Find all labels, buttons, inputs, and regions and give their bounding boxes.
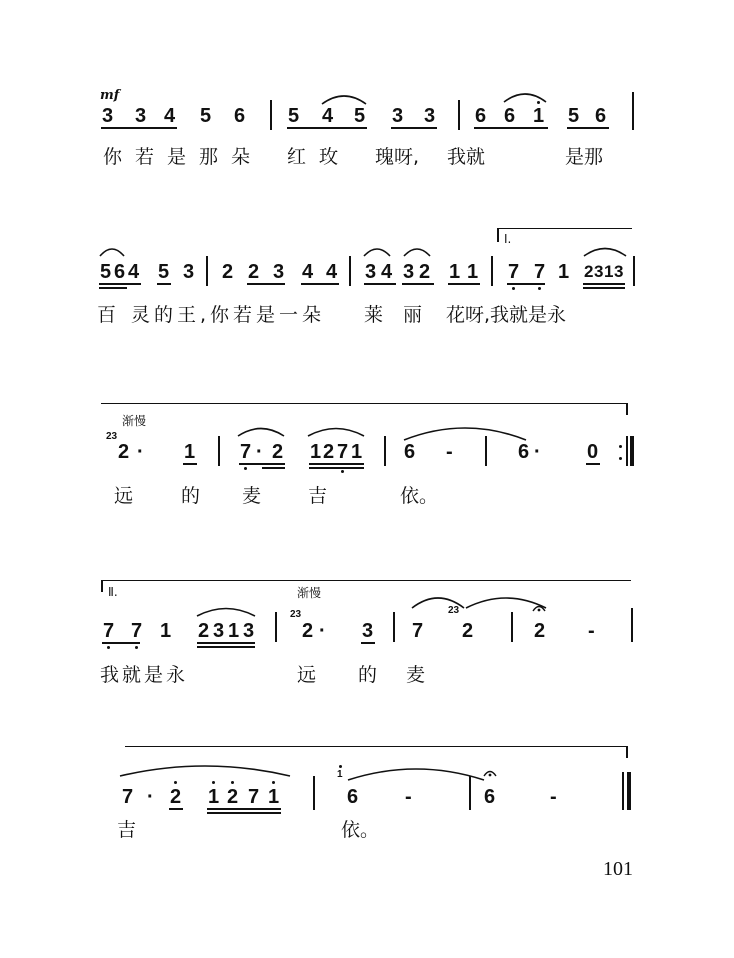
final-barline [622, 772, 624, 810]
beam [287, 127, 367, 129]
barline [384, 436, 386, 466]
barline [206, 256, 208, 286]
slur [195, 604, 257, 618]
beam [262, 467, 285, 469]
high-octave-dot [212, 781, 215, 784]
tempo-bracket [125, 746, 627, 747]
lyric: 的 [181, 485, 201, 507]
note: 1 [604, 262, 614, 281]
note: · [137, 441, 144, 463]
note: 1 [208, 786, 220, 808]
note: 6 [347, 786, 359, 808]
barline [275, 612, 277, 642]
note: 4 [322, 105, 334, 127]
note: 3 [403, 261, 415, 283]
note: - [446, 441, 453, 463]
low-octave-dot [341, 470, 344, 473]
note: 1 [160, 620, 172, 642]
lyric: 瑰呀, [375, 146, 420, 168]
high-octave-dot [339, 765, 342, 768]
note: 6 [595, 105, 607, 127]
beam [309, 467, 364, 469]
lyric: 吉 [308, 485, 328, 507]
note: 4 [302, 261, 314, 283]
note: - [405, 786, 412, 808]
volta-bracket [101, 403, 628, 404]
repeat-dot [619, 457, 622, 460]
slur [582, 244, 628, 258]
note: 4 [128, 261, 140, 283]
beam [474, 127, 548, 129]
note: 6 [504, 105, 516, 127]
note: · [147, 786, 154, 808]
tempo-marking: 渐慢 [122, 414, 147, 428]
note: 3 [102, 105, 114, 127]
repeat-barline-thick [630, 436, 634, 466]
beam [99, 283, 141, 285]
note: 6 [114, 261, 126, 283]
note: 2 [302, 620, 314, 642]
lyric: 莱 [364, 304, 384, 326]
low-octave-dot [512, 287, 515, 290]
volta-bracket [101, 580, 631, 581]
note: 3 [243, 620, 255, 642]
lyric: 依。 [400, 485, 439, 507]
low-octave-dot [538, 287, 541, 290]
beam [101, 127, 177, 129]
note: 7 [131, 620, 143, 642]
note: 1 [558, 261, 570, 283]
note: 1 [351, 441, 363, 463]
tempo-marking: 渐慢 [297, 586, 322, 600]
note: 7 [508, 261, 520, 283]
note: · [534, 441, 541, 463]
note: 6 [234, 105, 246, 127]
note: 1 [533, 105, 545, 127]
note: 1 [310, 441, 322, 463]
lyric: 我就 [447, 146, 486, 168]
grace-note: 1 [337, 769, 343, 780]
volta-label: Ⅱ. [108, 585, 118, 599]
barline [491, 256, 493, 286]
barline [349, 256, 351, 286]
barline [633, 256, 635, 286]
beam [567, 127, 609, 129]
note: 6 [484, 786, 496, 808]
note: 6 [404, 441, 416, 463]
beam [391, 127, 437, 129]
note: 3 [424, 105, 436, 127]
note: 3 [392, 105, 404, 127]
lyric: 依。 [341, 819, 380, 841]
lyric: 远 [114, 485, 134, 507]
note: 1 [467, 261, 479, 283]
fermata-icon [532, 604, 546, 612]
note: 5 [158, 261, 170, 283]
note: 4 [381, 261, 393, 283]
dynamic-marking: mf [100, 88, 120, 103]
beam [157, 283, 171, 285]
beam [207, 808, 281, 810]
note: 5 [568, 105, 580, 127]
lyric: 你若是那朵 [103, 146, 264, 168]
beam [583, 283, 625, 285]
volta-label: Ⅰ. [504, 232, 512, 246]
beam [197, 642, 255, 644]
page-number: 101 [603, 858, 633, 880]
lyric: 远 [297, 664, 317, 686]
note: - [588, 620, 595, 642]
grace-note: 23 [106, 431, 118, 442]
beam [102, 642, 140, 644]
slur [118, 762, 292, 778]
lyric: 灵的王,你若是一朵 [131, 304, 326, 326]
barline [485, 436, 487, 466]
note: 7 [103, 620, 115, 642]
note: 7 [412, 620, 424, 642]
note: 3 [183, 261, 195, 283]
beam [586, 463, 600, 465]
beam [169, 808, 183, 810]
repeat-dot [619, 445, 622, 448]
slur [402, 244, 432, 258]
beam [361, 642, 375, 644]
high-octave-dot [174, 781, 177, 784]
note: 4 [164, 105, 176, 127]
note: 1 [228, 620, 240, 642]
note: 5 [288, 105, 300, 127]
note: 2 [323, 441, 335, 463]
tie [400, 422, 530, 442]
lyric: 红玫 [287, 146, 352, 168]
note: 3 [273, 261, 285, 283]
note: 5 [354, 105, 366, 127]
note: 7 [534, 261, 546, 283]
note: · [319, 620, 326, 642]
slur [502, 90, 548, 104]
lyric: 的 [358, 664, 378, 686]
beam [301, 283, 339, 285]
low-octave-dot [135, 646, 138, 649]
volta-bracket [497, 228, 632, 239]
note: 3 [614, 262, 624, 281]
repeat-barline [626, 436, 628, 466]
lyric: 百 [97, 304, 117, 326]
slur [236, 424, 286, 438]
lyric: 我就是永 [100, 664, 189, 686]
note: 6 [518, 441, 530, 463]
volta-bracket-edge [626, 403, 628, 415]
barline [469, 776, 471, 810]
lyric: 花呀,我就是永 [446, 304, 567, 326]
note: 6 [475, 105, 487, 127]
note: 2 [272, 441, 284, 463]
beam [364, 283, 396, 285]
note: 7 [248, 786, 260, 808]
lyric: 丽 [403, 304, 423, 326]
barline [218, 436, 220, 466]
grace-note: 23 [448, 605, 460, 616]
beam [239, 463, 285, 465]
volta-bracket-edge [497, 228, 499, 242]
beam [507, 283, 545, 285]
beam [99, 287, 127, 289]
note: 2 [227, 786, 239, 808]
beam [448, 283, 480, 285]
barline [632, 92, 634, 130]
note: 3 [213, 620, 225, 642]
note: 2 [584, 262, 593, 281]
beam [207, 812, 281, 814]
note: 2 [198, 620, 210, 642]
note: 2 [222, 261, 234, 283]
beam [197, 646, 255, 648]
high-octave-dot [272, 781, 275, 784]
note: 7 [122, 786, 134, 808]
note: 5 [100, 261, 112, 283]
note: 1 [268, 786, 280, 808]
barline [313, 776, 315, 810]
low-octave-dot [107, 646, 110, 649]
note: 4 [326, 261, 338, 283]
lyric: 麦 [242, 485, 262, 507]
note: 2 [534, 620, 546, 642]
tempo-bracket-edge [626, 746, 628, 758]
note: 1 [449, 261, 461, 283]
slur [98, 244, 126, 258]
note: 3 [365, 261, 377, 283]
note: 7 [337, 441, 349, 463]
beam [309, 463, 364, 465]
note: 2 [462, 620, 474, 642]
final-barline-thick [627, 772, 631, 810]
grace-note: 23 [290, 609, 302, 620]
lyric: 麦 [406, 664, 426, 686]
note: 1 [184, 441, 196, 463]
slur [306, 424, 366, 438]
barline [631, 608, 633, 642]
slur [320, 92, 368, 106]
barline [270, 100, 272, 130]
tie [346, 764, 486, 782]
barline [458, 100, 460, 130]
note: · [256, 441, 263, 463]
slur [362, 244, 392, 258]
note: 3 [594, 262, 604, 281]
note: 2 [419, 261, 431, 283]
lyric: 吉 [117, 819, 137, 841]
low-octave-dot [244, 467, 247, 470]
note: 5 [200, 105, 212, 127]
volta-bracket-edge [101, 580, 103, 592]
note: - [550, 786, 557, 808]
beam [183, 463, 197, 465]
beam [583, 287, 625, 289]
barline [511, 612, 513, 642]
beam [247, 283, 285, 285]
lyric: 是那 [565, 146, 604, 168]
note: 2 [170, 786, 182, 808]
barline [393, 612, 395, 642]
beam [402, 283, 434, 285]
high-octave-dot [231, 781, 234, 784]
note: 3 [135, 105, 147, 127]
note: 7 [240, 441, 252, 463]
note: 2 [248, 261, 260, 283]
note: 3 [362, 620, 374, 642]
fermata-icon [483, 769, 497, 777]
note: 0 [587, 441, 599, 463]
note: 2 [118, 441, 130, 463]
